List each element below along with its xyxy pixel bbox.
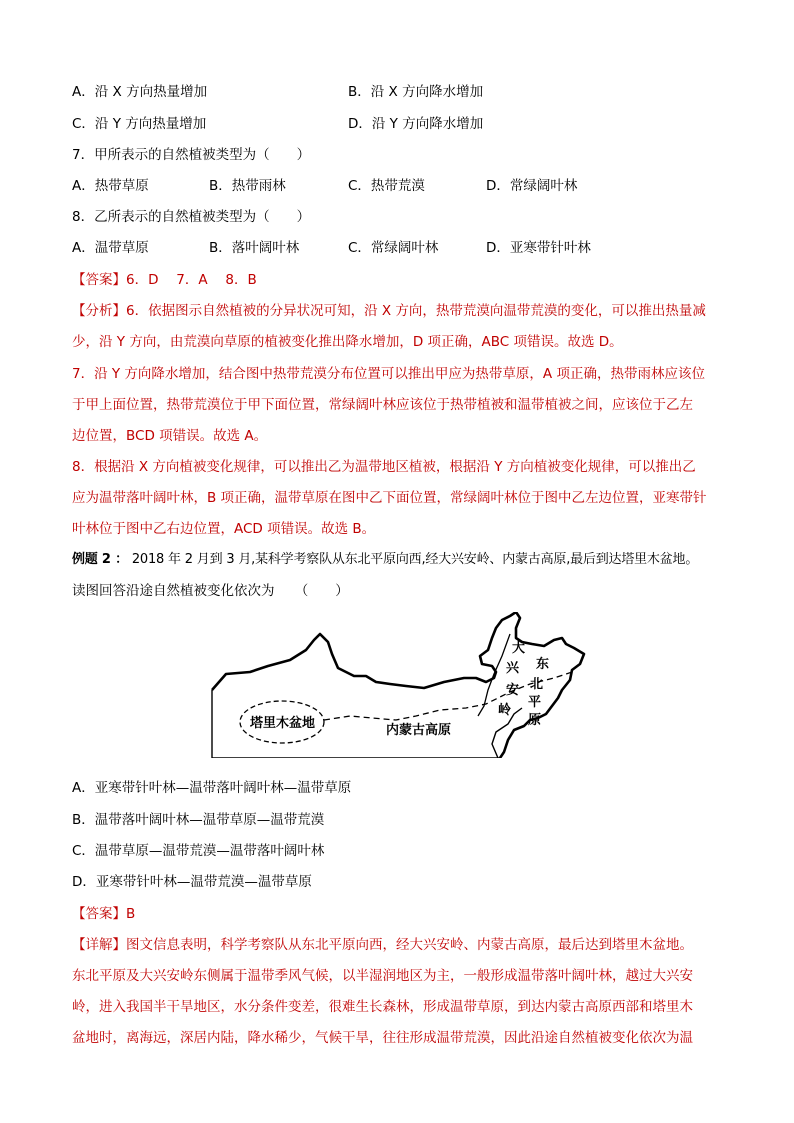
label-northeast-2: 北 xyxy=(530,677,544,692)
detail-line-1: 【详解】图文信息表明，科学考察队从东北平原向西，经大兴安岭、内蒙古高原，最后达到塔里木盆地。 xyxy=(72,937,693,953)
label-daxing-3: 安 xyxy=(506,683,520,698)
example2-label: 例题 2 ： xyxy=(72,552,128,567)
analysis-line-3: 7．沿 Y 方向降水增加，结合图中热带荒漠分布位置可以推出甲应为热带草原，A 项正确，热带雨林应该位 xyxy=(72,366,705,382)
q8-option-b: B．落叶阔叶林 xyxy=(209,240,300,256)
detail-line-2: 东北平原及大兴安岭东侧属于温带季风气候，以半湿润地区为主，一般形成温带落叶阔叶林，越过大兴安 xyxy=(72,968,693,984)
q7-option-a: A．热带草原 xyxy=(72,178,149,194)
answer-1: 【答案】6．D 7．A 8．B xyxy=(72,272,257,288)
example2-stem-line2: 读图回答沿途自然植被变化依次为 （ ） xyxy=(72,583,349,599)
label-daxing-4: 岭 xyxy=(498,703,512,718)
q8-option-c: C．常绿阔叶林 xyxy=(348,240,439,256)
label-tarim-basin: 塔里木盆地 xyxy=(250,716,316,731)
q6-option-c: C．沿 Y 方向热量增加 xyxy=(72,116,207,132)
q6-option-b: B．沿 X 方向降水增加 xyxy=(348,84,484,100)
analysis-line-6: 8．根据沿 X 方向植被变化规律，可以推出乙为温带地区植被，根据沿 Y 方向植被变化规律，可以推出乙 xyxy=(72,459,696,475)
label-northeast-4: 原 xyxy=(528,713,542,728)
analysis-line-4: 于甲上面位置，热带荒漠位于甲下面位置，常绿阔叶林应该位于热带植被和温带植被之间，应该位于乙左 xyxy=(72,397,693,413)
q8-option-a: A．温带草原 xyxy=(72,240,149,256)
answer-2: 【答案】B xyxy=(72,906,136,922)
map-svg xyxy=(210,612,610,758)
q7-stem: 7．甲所表示的自然植被类型为（ ） xyxy=(72,147,311,163)
label-inner-mongolia: 内蒙古高原 xyxy=(386,723,452,738)
ex2-option-b: B．温带落叶阔叶林—温带草原—温带荒漠 xyxy=(72,812,325,828)
ex2-option-d: D．亚寒带针叶林—温带荒漠—温带草原 xyxy=(72,874,312,890)
label-northeast-1: 东 xyxy=(536,657,550,672)
ex2-option-c: C．温带草原—温带荒漠—温带落叶阔叶林 xyxy=(72,843,325,859)
q7-option-b: B．热带雨林 xyxy=(209,178,286,194)
china-north-map xyxy=(210,612,610,758)
detail-line-3: 岭，进入我国半干旱地区，水分条件变差，很难生长森林，形成温带草原，到达内蒙古高原西部和塔里木 xyxy=(72,999,693,1015)
label-daxing-1: 大 xyxy=(512,641,526,656)
label-northeast-3: 平 xyxy=(528,695,542,710)
analysis-line-1: 【分析】6．依据图示自然植被的分异状况可知，沿 X 方向，热带荒漠向温带荒漠的变化，可以推出热量减 xyxy=(72,303,706,319)
q8-stem: 8．乙所表示的自然植被类型为（ ） xyxy=(72,209,311,225)
analysis-line-2: 少，沿 Y 方向，由荒漠向草原的植被变化推出降水增加，D 项正确，ABC 项错误。故选 D。 xyxy=(72,334,623,350)
analysis-line-8: 叶林位于图中乙右边位置，ACD 项错误。故选 B。 xyxy=(72,521,376,537)
q7-option-d: D．常绿阔叶林 xyxy=(486,178,578,194)
detail-line-4: 盆地时，离海远，深居内陆，降水稀少，气候干旱，往往形成温带荒漠，因此沿途自然植被变化依次为温 xyxy=(72,1030,693,1046)
analysis-line-7: 应为温带落叶阔叶林，B 项正确，温带草原在图中乙下面位置，常绿阔叶林位于图中乙左边位置，亚寒带针 xyxy=(72,490,707,506)
example2-stem-line1 xyxy=(72,550,698,570)
q6-option-a: A．沿 X 方向热量增加 xyxy=(72,84,208,100)
q8-option-d: D．亚寒带针叶林 xyxy=(486,240,591,256)
ex2-option-a: A．亚寒带针叶林—温带落叶阔叶林—温带草原 xyxy=(72,780,352,796)
example2-stem-text: 2018 年 2 月到 3 月,某科学考察队从东北平原向西,经大兴安岭、内蒙古高原,最后到达塔里木盆地。 xyxy=(131,552,699,567)
q6-option-d: D．沿 Y 方向降水增加 xyxy=(348,116,484,132)
q7-option-c: C．热带荒漠 xyxy=(348,178,425,194)
analysis-line-5: 边位置，BCD 项错误。故选 A。 xyxy=(72,428,268,444)
label-daxing-2: 兴 xyxy=(506,661,520,676)
